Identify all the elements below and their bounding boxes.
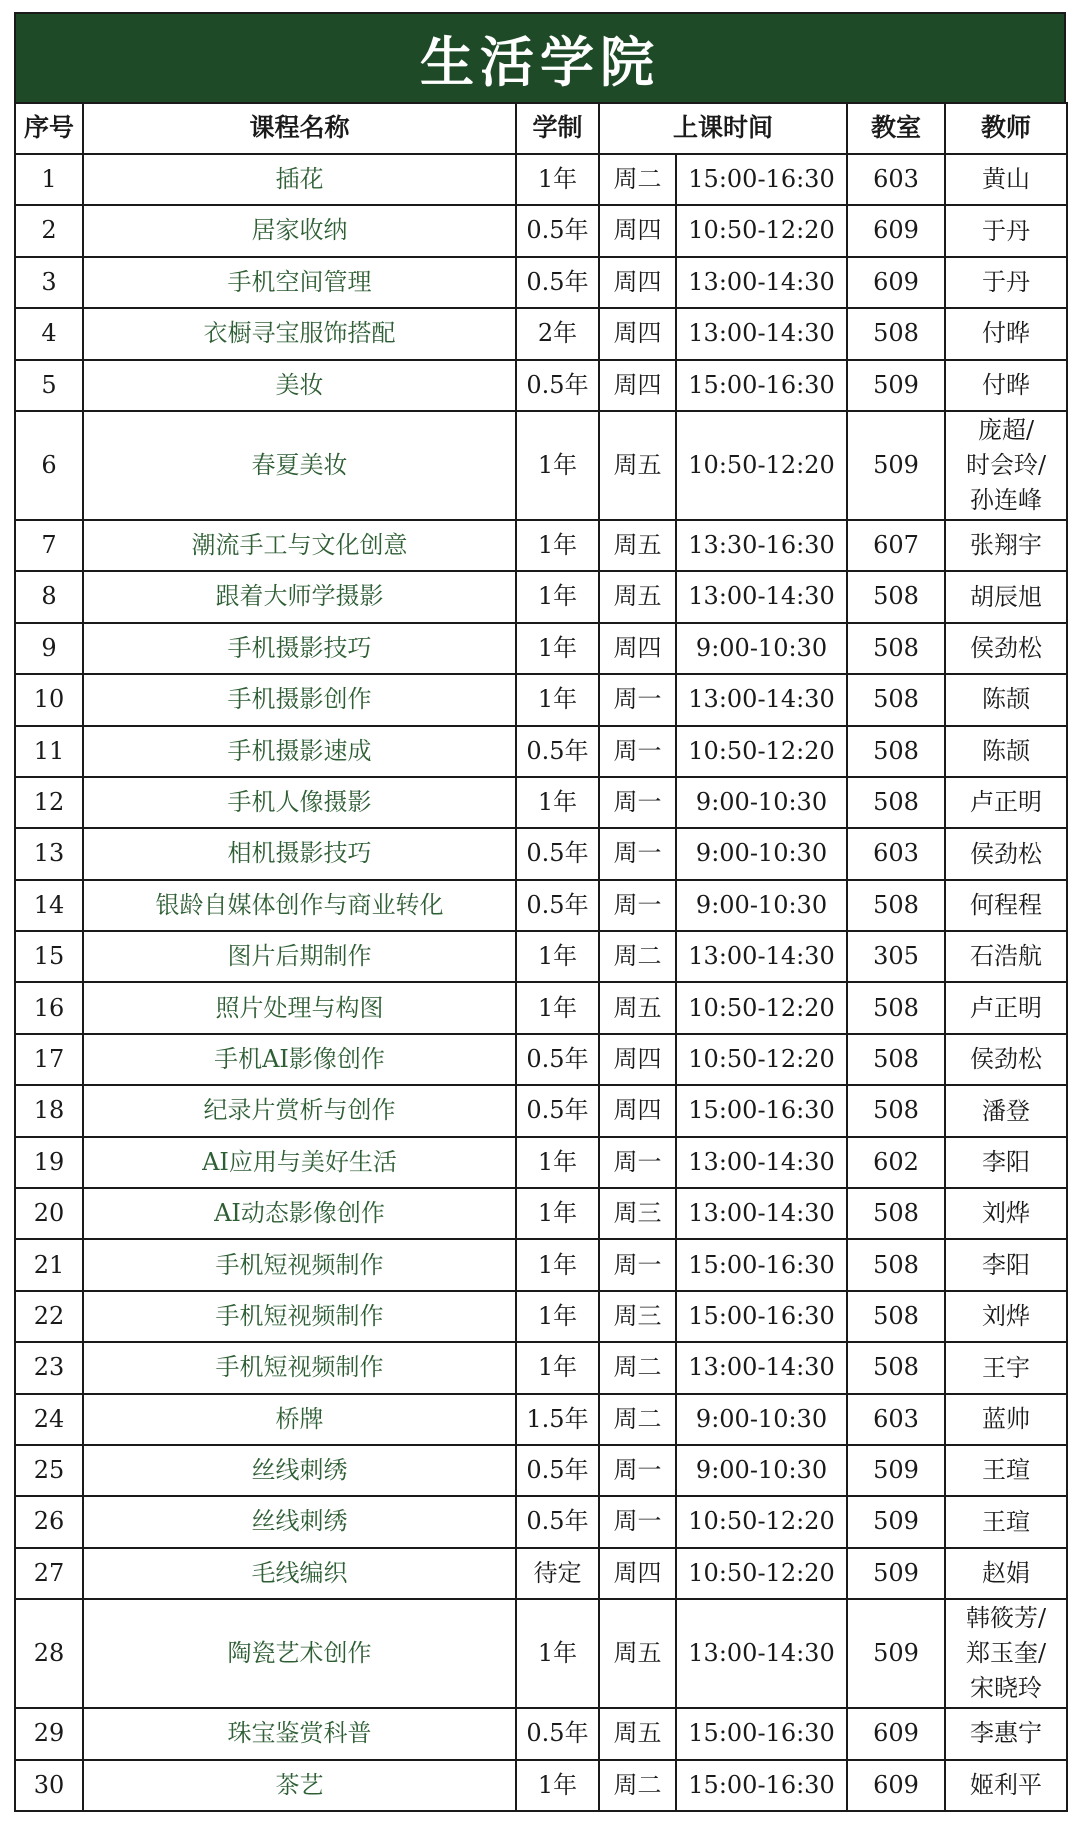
class-day: 周四 [599, 205, 676, 256]
classroom: 509 [847, 411, 945, 520]
class-time: 10:50-12:20 [676, 205, 847, 256]
row-number: 26 [15, 1496, 83, 1547]
class-day: 周四 [599, 1085, 676, 1136]
teacher [945, 1137, 1067, 1188]
class-time: 13:00-14:30 [676, 1599, 847, 1708]
class-day: 周三 [599, 1188, 676, 1239]
teacher [945, 931, 1067, 982]
teacher [945, 1239, 1067, 1290]
course-name: 插花 [83, 154, 516, 205]
row-number: 15 [15, 931, 83, 982]
table-row [15, 931, 1067, 982]
teacher-name: 孙连峰 [970, 485, 1043, 514]
classroom: 508 [847, 1085, 945, 1136]
teacher [945, 1548, 1067, 1599]
teacher-name: 付晔 [982, 319, 1031, 348]
teacher-name: 石浩航 [970, 942, 1043, 971]
row-number: 16 [15, 982, 83, 1033]
teacher [945, 623, 1067, 674]
row-number: 29 [15, 1708, 83, 1759]
classroom: 508 [847, 674, 945, 725]
course-duration: 1年 [516, 623, 599, 674]
header-row [15, 103, 1067, 154]
course-duration: 1年 [516, 931, 599, 982]
row-number: 5 [15, 360, 83, 411]
course-duration: 0.5年 [516, 1708, 599, 1759]
course-name: 丝线刺绣 [83, 1496, 516, 1547]
class-time: 13:00-14:30 [676, 1342, 847, 1393]
class-day: 周一 [599, 880, 676, 931]
course-name: 丝线刺绣 [83, 1445, 516, 1496]
classroom: 508 [847, 1342, 945, 1393]
teacher [945, 828, 1067, 879]
course-name: 春夏美妆 [83, 411, 516, 520]
teacher-name: 王瑄 [982, 1456, 1031, 1485]
table-row [15, 982, 1067, 1033]
table-row [15, 1239, 1067, 1290]
course-duration: 1年 [516, 1599, 599, 1708]
classroom: 508 [847, 880, 945, 931]
class-day: 周三 [599, 1291, 676, 1342]
class-time: 13:30-16:30 [676, 520, 847, 571]
class-day: 周四 [599, 360, 676, 411]
course-name: 珠宝鉴赏科普 [83, 1708, 516, 1759]
class-day: 周二 [599, 931, 676, 982]
class-time: 10:50-12:20 [676, 1034, 847, 1085]
course-duration: 2年 [516, 308, 599, 359]
classroom: 305 [847, 931, 945, 982]
teacher-name: 刘烨 [982, 1302, 1031, 1331]
header-time: 上课时间 [599, 103, 847, 154]
course-duration: 1.5年 [516, 1394, 599, 1445]
class-time: 9:00-10:30 [676, 1394, 847, 1445]
course-name: 银龄自媒体创作与商业转化 [83, 880, 516, 931]
table-row [15, 571, 1067, 622]
class-time: 15:00-16:30 [676, 360, 847, 411]
class-time: 15:00-16:30 [676, 1239, 847, 1290]
table-row [15, 257, 1067, 308]
course-name: AI应用与美好生活 [83, 1137, 516, 1188]
class-time: 13:00-14:30 [676, 571, 847, 622]
teacher [945, 1445, 1067, 1496]
row-number: 30 [15, 1760, 83, 1811]
table-row [15, 411, 1067, 520]
course-duration: 1年 [516, 1291, 599, 1342]
course-name: 手机短视频制作 [83, 1342, 516, 1393]
teacher-name: 郑玉奎/ [965, 1639, 1047, 1668]
class-day: 周二 [599, 1760, 676, 1811]
table-row [15, 1445, 1067, 1496]
teacher [945, 726, 1067, 777]
table-row [15, 1394, 1067, 1445]
course-duration: 1年 [516, 154, 599, 205]
table-row [15, 360, 1067, 411]
title-banner [14, 12, 1066, 102]
course-duration: 0.5年 [516, 1445, 599, 1496]
class-day: 周一 [599, 1445, 676, 1496]
row-number: 11 [15, 726, 83, 777]
course-duration: 1年 [516, 777, 599, 828]
table-row [15, 1760, 1067, 1811]
row-number: 20 [15, 1188, 83, 1239]
course-name: 跟着大师学摄影 [83, 571, 516, 622]
teacher-name: 于丹 [982, 268, 1031, 297]
course-name: 照片处理与构图 [83, 982, 516, 1033]
teacher-name: 侯劲松 [970, 634, 1043, 663]
class-time: 10:50-12:20 [676, 1548, 847, 1599]
teacher-name: 姬利平 [970, 1770, 1043, 1799]
class-time: 10:50-12:20 [676, 411, 847, 520]
class-time: 13:00-14:30 [676, 931, 847, 982]
class-day: 周一 [599, 726, 676, 777]
classroom: 509 [847, 1445, 945, 1496]
class-day: 周四 [599, 308, 676, 359]
classroom: 609 [847, 1708, 945, 1759]
class-day: 周四 [599, 1548, 676, 1599]
course-duration: 1年 [516, 1137, 599, 1188]
table-row [15, 1548, 1067, 1599]
course-name: 手机短视频制作 [83, 1291, 516, 1342]
class-day: 周五 [599, 411, 676, 520]
course-duration: 0.5年 [516, 1496, 599, 1547]
class-time: 15:00-16:30 [676, 1291, 847, 1342]
header-teacher: 教师 [945, 103, 1067, 154]
teacher [945, 674, 1067, 725]
teacher-name: 韩筱芳/ [965, 1604, 1047, 1633]
course-name: 手机AI影像创作 [83, 1034, 516, 1085]
table-row [15, 1599, 1067, 1708]
course-name: 手机空间管理 [83, 257, 516, 308]
class-day: 周四 [599, 623, 676, 674]
teacher-name: 王宇 [982, 1353, 1031, 1382]
class-day: 周一 [599, 828, 676, 879]
schedule-sheet [14, 12, 1066, 1812]
course-name: 陶瓷艺术创作 [83, 1599, 516, 1708]
class-day: 周五 [599, 1708, 676, 1759]
classroom: 508 [847, 308, 945, 359]
classroom: 607 [847, 520, 945, 571]
row-number: 24 [15, 1394, 83, 1445]
row-number: 9 [15, 623, 83, 674]
classroom: 609 [847, 205, 945, 256]
course-name: 居家收纳 [83, 205, 516, 256]
course-duration: 待定 [516, 1548, 599, 1599]
teacher [945, 154, 1067, 205]
row-number: 21 [15, 1239, 83, 1290]
classroom: 602 [847, 1137, 945, 1188]
row-number: 2 [15, 205, 83, 256]
teacher [945, 1394, 1067, 1445]
class-time: 9:00-10:30 [676, 777, 847, 828]
row-number: 6 [15, 411, 83, 520]
course-duration: 0.5年 [516, 828, 599, 879]
classroom: 603 [847, 1394, 945, 1445]
teacher [945, 1291, 1067, 1342]
teacher-name: 李阳 [982, 1147, 1031, 1176]
teacher [945, 360, 1067, 411]
teacher-name: 付晔 [982, 370, 1031, 399]
course-duration: 1年 [516, 1760, 599, 1811]
class-time: 9:00-10:30 [676, 828, 847, 879]
course-duration: 1年 [516, 674, 599, 725]
row-number: 25 [15, 1445, 83, 1496]
table-row [15, 674, 1067, 725]
classroom: 509 [847, 1496, 945, 1547]
teacher-name: 张翔宇 [970, 531, 1043, 560]
teacher [945, 1342, 1067, 1393]
row-number: 28 [15, 1599, 83, 1708]
course-table [14, 102, 1068, 1812]
teacher [945, 1034, 1067, 1085]
course-duration: 1年 [516, 1239, 599, 1290]
classroom: 609 [847, 1760, 945, 1811]
class-time: 15:00-16:30 [676, 1760, 847, 1811]
teacher-name: 何程程 [970, 890, 1043, 919]
class-time: 9:00-10:30 [676, 880, 847, 931]
class-time: 15:00-16:30 [676, 154, 847, 205]
course-name: 手机摄影技巧 [83, 623, 516, 674]
teacher [945, 205, 1067, 256]
teacher-name: 李阳 [982, 1250, 1031, 1279]
teacher-name: 宋晓玲 [970, 1674, 1043, 1703]
teacher-name: 陈颉 [982, 685, 1031, 714]
page-title: 生活学院 [420, 30, 660, 94]
table-row [15, 1085, 1067, 1136]
classroom: 508 [847, 777, 945, 828]
course-duration: 1年 [516, 1188, 599, 1239]
course-name: 图片后期制作 [83, 931, 516, 982]
course-duration: 1年 [516, 520, 599, 571]
row-number: 7 [15, 520, 83, 571]
classroom: 508 [847, 1291, 945, 1342]
teacher-name: 胡辰旭 [970, 582, 1043, 611]
teacher-name: 于丹 [982, 216, 1031, 245]
teacher-name: 时会玲/ [965, 451, 1047, 480]
classroom: 508 [847, 982, 945, 1033]
classroom: 508 [847, 1188, 945, 1239]
course-duration: 0.5年 [516, 880, 599, 931]
class-time: 9:00-10:30 [676, 1445, 847, 1496]
row-number: 19 [15, 1137, 83, 1188]
header-course: 课程名称 [83, 103, 516, 154]
course-name: 手机人像摄影 [83, 777, 516, 828]
classroom: 508 [847, 571, 945, 622]
table-row [15, 726, 1067, 777]
class-time: 13:00-14:30 [676, 1137, 847, 1188]
table-row [15, 1188, 1067, 1239]
table-row [15, 308, 1067, 359]
row-number: 22 [15, 1291, 83, 1342]
teacher [945, 880, 1067, 931]
classroom: 609 [847, 257, 945, 308]
table-row [15, 520, 1067, 571]
teacher-name: 侯劲松 [970, 1045, 1043, 1074]
row-number: 18 [15, 1085, 83, 1136]
header-room: 教室 [847, 103, 945, 154]
teacher [945, 571, 1067, 622]
row-number: 8 [15, 571, 83, 622]
class-day: 周二 [599, 1342, 676, 1393]
course-duration: 0.5年 [516, 257, 599, 308]
table-row [15, 623, 1067, 674]
course-duration: 1年 [516, 571, 599, 622]
table-row [15, 1291, 1067, 1342]
teacher-name: 李惠宁 [970, 1719, 1043, 1748]
table-row [15, 828, 1067, 879]
table-row [15, 1342, 1067, 1393]
teacher [945, 520, 1067, 571]
table-row [15, 1137, 1067, 1188]
teacher-name: 卢正明 [970, 993, 1043, 1022]
class-time: 10:50-12:20 [676, 1496, 847, 1547]
teacher-name: 陈颉 [982, 736, 1031, 765]
classroom: 603 [847, 828, 945, 879]
classroom: 509 [847, 360, 945, 411]
class-time: 13:00-14:30 [676, 308, 847, 359]
course-duration: 0.5年 [516, 726, 599, 777]
row-number: 10 [15, 674, 83, 725]
table-row [15, 1034, 1067, 1085]
teacher [945, 1599, 1067, 1708]
teacher [945, 1085, 1067, 1136]
course-duration: 1年 [516, 1342, 599, 1393]
class-day: 周四 [599, 257, 676, 308]
course-duration: 0.5年 [516, 205, 599, 256]
teacher [945, 1188, 1067, 1239]
classroom: 508 [847, 1239, 945, 1290]
course-name: 茶艺 [83, 1760, 516, 1811]
class-time: 13:00-14:30 [676, 674, 847, 725]
table-row [15, 880, 1067, 931]
teacher-name: 庞超/ [977, 416, 1035, 445]
classroom: 508 [847, 623, 945, 674]
header-no: 序号 [15, 103, 83, 154]
table-row [15, 777, 1067, 828]
course-name: 手机短视频制作 [83, 1239, 516, 1290]
teacher-name: 黄山 [982, 165, 1031, 194]
class-time: 10:50-12:20 [676, 982, 847, 1033]
row-number: 13 [15, 828, 83, 879]
class-time: 15:00-16:30 [676, 1085, 847, 1136]
course-name: 毛线编织 [83, 1548, 516, 1599]
class-day: 周二 [599, 154, 676, 205]
teacher-name: 蓝帅 [982, 1404, 1031, 1433]
classroom: 508 [847, 1034, 945, 1085]
course-duration: 0.5年 [516, 360, 599, 411]
course-duration: 0.5年 [516, 1085, 599, 1136]
table-row [15, 1496, 1067, 1547]
teacher-name: 赵娟 [982, 1559, 1031, 1588]
teacher [945, 982, 1067, 1033]
row-number: 17 [15, 1034, 83, 1085]
class-day: 周二 [599, 1394, 676, 1445]
teacher [945, 1708, 1067, 1759]
class-day: 周一 [599, 1496, 676, 1547]
row-number: 27 [15, 1548, 83, 1599]
teacher [945, 308, 1067, 359]
classroom: 509 [847, 1548, 945, 1599]
class-day: 周一 [599, 1239, 676, 1290]
class-day: 周五 [599, 571, 676, 622]
course-name: AI动态影像创作 [83, 1188, 516, 1239]
row-number: 12 [15, 777, 83, 828]
course-name: 衣橱寻宝服饰搭配 [83, 308, 516, 359]
teacher-name: 侯劲松 [970, 839, 1043, 868]
class-time: 13:00-14:30 [676, 257, 847, 308]
class-day: 周一 [599, 674, 676, 725]
course-name: 桥牌 [83, 1394, 516, 1445]
course-name: 相机摄影技巧 [83, 828, 516, 879]
teacher [945, 1760, 1067, 1811]
class-time: 15:00-16:30 [676, 1708, 847, 1759]
class-time: 10:50-12:20 [676, 726, 847, 777]
teacher [945, 257, 1067, 308]
row-number: 14 [15, 880, 83, 931]
classroom: 603 [847, 154, 945, 205]
course-duration: 1年 [516, 411, 599, 520]
table-row [15, 154, 1067, 205]
row-number: 23 [15, 1342, 83, 1393]
class-time: 9:00-10:30 [676, 623, 847, 674]
course-name: 手机摄影速成 [83, 726, 516, 777]
class-day: 周五 [599, 1599, 676, 1708]
teacher-name: 刘烨 [982, 1199, 1031, 1228]
table-row [15, 1708, 1067, 1759]
teacher [945, 777, 1067, 828]
header-duration: 学制 [516, 103, 599, 154]
course-name: 手机摄影创作 [83, 674, 516, 725]
class-day: 周五 [599, 520, 676, 571]
teacher-name: 卢正明 [970, 788, 1043, 817]
row-number: 4 [15, 308, 83, 359]
course-name: 纪录片赏析与创作 [83, 1085, 516, 1136]
class-time: 13:00-14:30 [676, 1188, 847, 1239]
teacher-name: 潘登 [982, 1096, 1031, 1125]
class-day: 周一 [599, 777, 676, 828]
teacher-name: 王瑄 [982, 1507, 1031, 1536]
row-number: 3 [15, 257, 83, 308]
table-row [15, 205, 1067, 256]
class-day: 周五 [599, 982, 676, 1033]
row-number: 1 [15, 154, 83, 205]
course-duration: 0.5年 [516, 1034, 599, 1085]
course-duration: 1年 [516, 982, 599, 1033]
classroom: 509 [847, 1599, 945, 1708]
class-day: 周一 [599, 1137, 676, 1188]
teacher [945, 1496, 1067, 1547]
classroom: 508 [847, 726, 945, 777]
course-name: 潮流手工与文化创意 [83, 520, 516, 571]
teacher [945, 411, 1067, 520]
class-day: 周四 [599, 1034, 676, 1085]
course-name: 美妆 [83, 360, 516, 411]
